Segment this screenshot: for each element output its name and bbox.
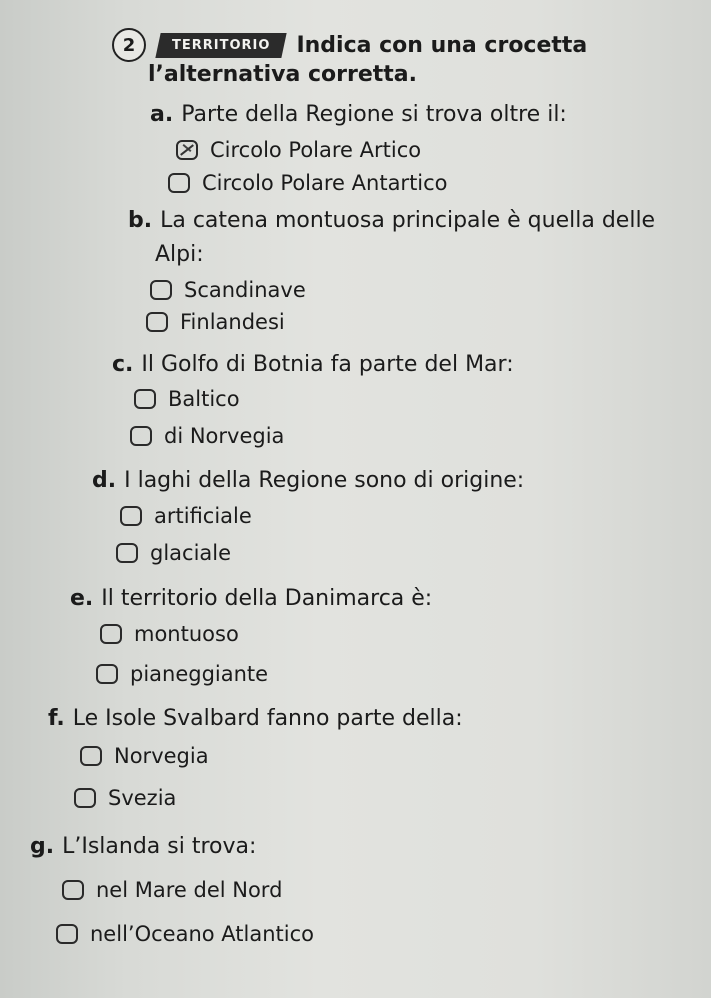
question-d — [92, 466, 652, 496]
option-b2[interactable] — [146, 310, 285, 334]
question-b — [128, 206, 688, 236]
option-label: Svezia — [108, 786, 177, 810]
option-f1[interactable] — [80, 744, 209, 768]
option-label: di Norvegia — [164, 424, 285, 448]
option-label: pianeggiante — [130, 662, 269, 686]
question-f — [48, 704, 608, 734]
topic-tag-label: TERRITORIO — [172, 37, 271, 53]
option-g1[interactable] — [62, 878, 282, 902]
option-label: Circolo Polare Artico — [210, 138, 422, 162]
checkbox[interactable] — [96, 664, 118, 684]
checkbox[interactable] — [120, 506, 142, 526]
checkbox[interactable] — [168, 173, 190, 193]
checkbox[interactable] — [56, 924, 78, 944]
question-text: Il Golfo di Botnia fa parte del Mar: — [141, 352, 514, 377]
question-a — [150, 100, 710, 130]
option-a2[interactable] — [168, 171, 448, 195]
checkbox-checked[interactable] — [176, 140, 198, 160]
checkbox[interactable] — [74, 788, 96, 808]
checkbox[interactable] — [146, 312, 168, 332]
checkbox[interactable] — [80, 746, 102, 766]
instruction-text: Indica con una crocetta — [296, 32, 588, 58]
question-text: Le Isole Svalbard fanno parte della: — [72, 706, 463, 731]
option-b1[interactable] — [150, 278, 306, 302]
option-label: artificiale — [154, 504, 252, 528]
topic-tag — [155, 33, 287, 58]
option-a1[interactable] — [176, 138, 421, 162]
question-letter: a. — [150, 102, 174, 127]
option-c1[interactable] — [134, 387, 240, 411]
question-text: Il territorio della Danimarca è: — [101, 586, 433, 611]
option-label: nell’Oceano Atlantico — [90, 922, 314, 946]
option-label: montuoso — [134, 622, 239, 646]
option-label: Norvegia — [114, 744, 209, 768]
question-c — [112, 350, 672, 380]
question-text: L’Islanda si trova: — [62, 834, 257, 859]
checkbox[interactable] — [62, 880, 84, 900]
option-e2[interactable] — [96, 662, 268, 686]
option-label: Baltico — [168, 387, 240, 411]
checkbox[interactable] — [134, 389, 156, 409]
option-c2[interactable] — [130, 424, 284, 448]
question-letter: b. — [128, 208, 153, 233]
question-letter: f. — [48, 706, 65, 731]
checkbox[interactable] — [150, 280, 172, 300]
option-label: nel Mare del Nord — [96, 878, 283, 902]
instruction-text-continued: l’alternativa corretta. — [148, 62, 417, 87]
option-d1[interactable] — [120, 504, 252, 528]
question-b-continued — [155, 240, 711, 270]
option-e1[interactable] — [100, 622, 239, 646]
option-d2[interactable] — [116, 541, 231, 565]
question-text: I laghi della Regione sono di origine: — [124, 468, 525, 493]
exercise-header — [112, 28, 587, 62]
option-f2[interactable] — [74, 786, 176, 810]
option-label: Finlandesi — [180, 310, 285, 334]
question-e — [70, 584, 630, 614]
option-label: Circolo Polare Antartico — [202, 171, 448, 195]
question-letter: d. — [92, 468, 117, 493]
option-label: glaciale — [150, 541, 232, 565]
checkbox[interactable] — [100, 624, 122, 644]
option-g2[interactable] — [56, 922, 314, 946]
question-letter: e. — [70, 586, 94, 611]
question-letter: g. — [30, 834, 55, 859]
question-text: La catena montuosa principale è quella delle — [160, 208, 656, 233]
checkbox[interactable] — [116, 543, 138, 563]
option-label: Scandinave — [184, 278, 306, 302]
checkbox[interactable] — [130, 426, 152, 446]
question-letter: c. — [112, 352, 134, 377]
question-text: Parte della Regione si trova oltre il: — [181, 102, 567, 127]
question-g — [30, 832, 590, 862]
exercise-number-badge: 2 — [112, 28, 146, 62]
question-text-continued: Alpi: — [155, 242, 204, 267]
